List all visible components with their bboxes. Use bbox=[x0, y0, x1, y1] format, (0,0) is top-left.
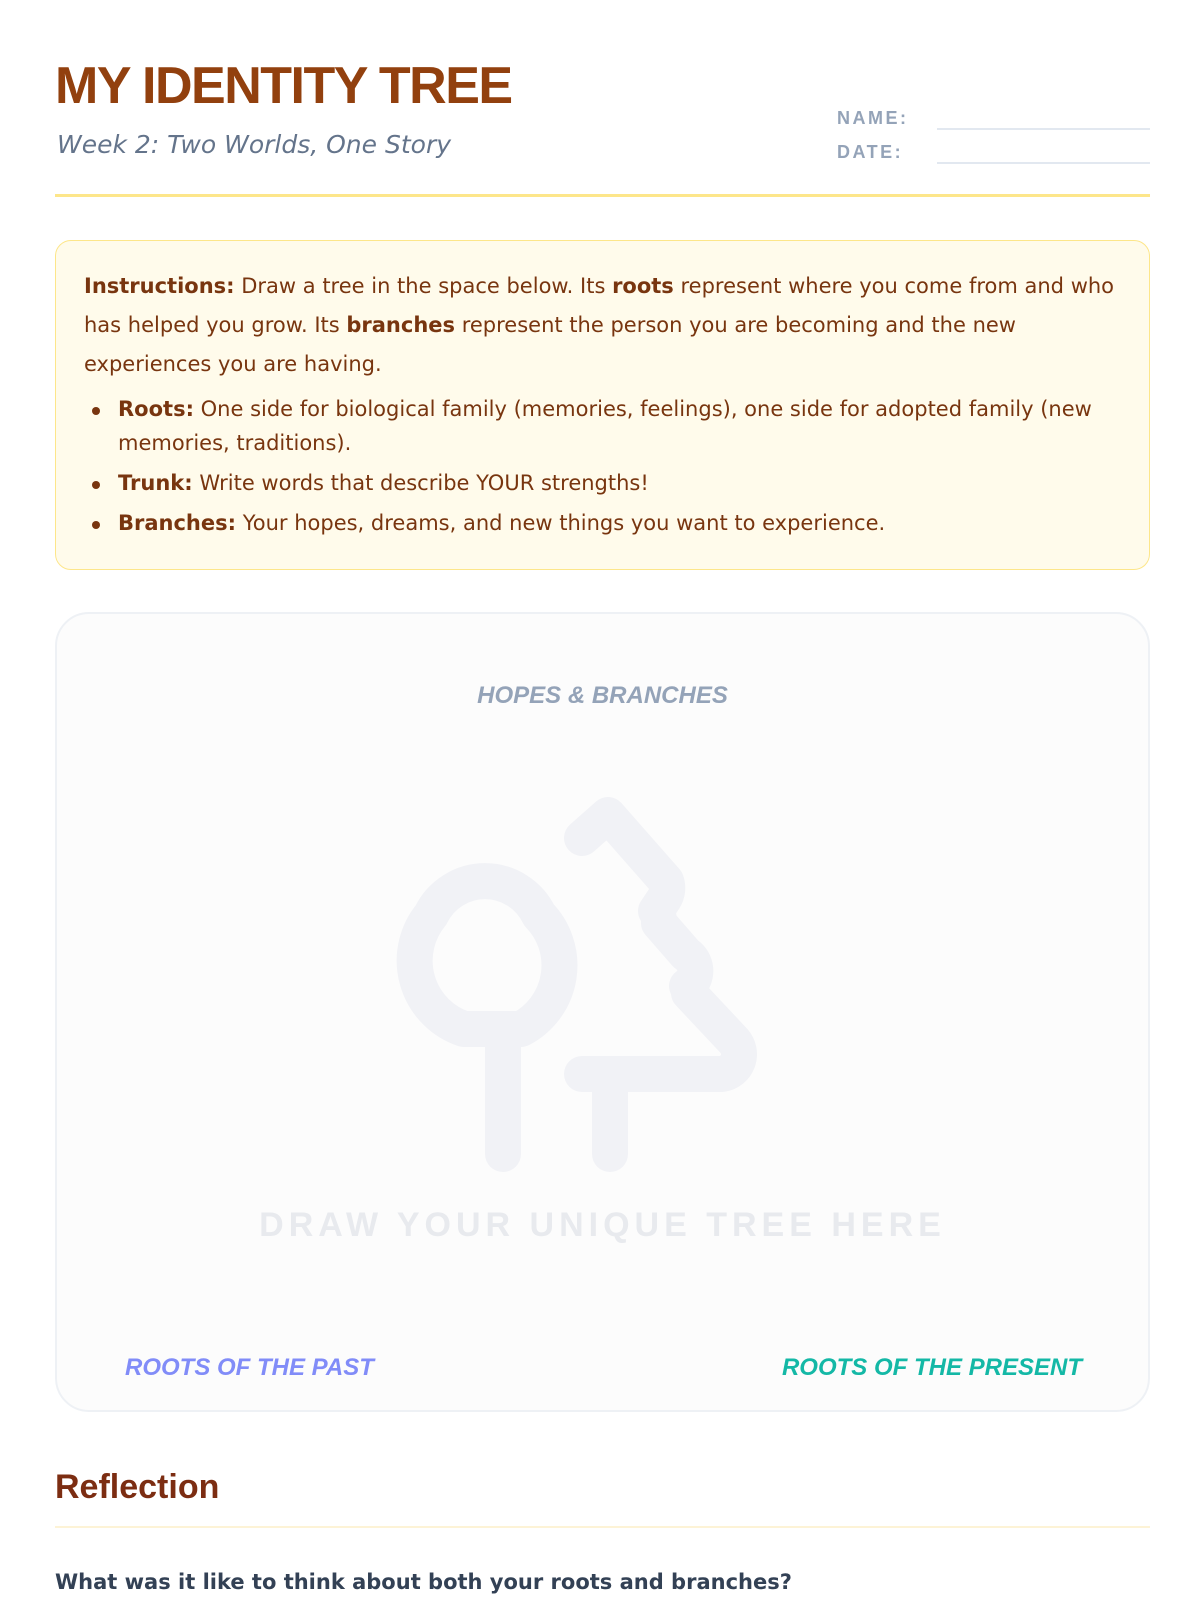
date-line[interactable] bbox=[937, 162, 1150, 164]
instructions-text-1: Draw a tree in the space below. Its bbox=[234, 274, 613, 298]
worksheet-header bbox=[55, 52, 1150, 197]
list-item-label: Roots: bbox=[118, 397, 194, 421]
instructions-branches-word: branches bbox=[346, 313, 456, 337]
name-line[interactable] bbox=[937, 128, 1150, 130]
instructions-lead: Instructions: bbox=[84, 274, 235, 298]
header-divider bbox=[55, 194, 1150, 197]
draw-placeholder: DRAW YOUR UNIQUE TREE HERE bbox=[259, 1206, 946, 1244]
instructions-roots-word: roots bbox=[612, 274, 674, 298]
list-item-text: Write words that describe YOUR strengths! bbox=[192, 471, 649, 495]
list-item-text: Your hopes, dreams, and new things you want to experience. bbox=[236, 511, 886, 535]
roots-present-label: ROOTS OF THE PRESENT bbox=[781, 1354, 1082, 1381]
date-field[interactable] bbox=[837, 138, 1150, 168]
hopes-branches-label: HOPES & BRANCHES bbox=[477, 682, 728, 709]
instructions-text-3: represent the person you are becoming and the new experiences you are having. bbox=[84, 313, 1016, 376]
reflection-heading: Reflection bbox=[55, 1468, 220, 1506]
list-item-label: Branches: bbox=[118, 511, 237, 535]
page-title: MY IDENTITY TREE bbox=[55, 57, 512, 115]
instructions-text-2: represent where you come from and who has helped you grow. Its bbox=[84, 274, 1115, 337]
list-item bbox=[84, 392, 1121, 460]
date-label: DATE: bbox=[837, 142, 904, 162]
instructions-box bbox=[55, 240, 1150, 570]
name-field[interactable] bbox=[837, 104, 1150, 134]
list-item-text: One side for biological family (memories, feelings), one side for adopted family (new memories, traditions). bbox=[118, 397, 1092, 455]
reflection-question: What was it like to think about both your roots and branches? bbox=[55, 1570, 792, 1594]
bullet-icon bbox=[92, 407, 100, 415]
trees-icon bbox=[396, 779, 796, 1179]
list-item-label: Trunk: bbox=[118, 471, 193, 495]
list-item bbox=[84, 506, 1121, 540]
bullet-icon bbox=[92, 521, 100, 529]
instructions-list bbox=[84, 392, 1121, 540]
name-label: NAME: bbox=[837, 108, 909, 128]
instructions-paragraph bbox=[84, 267, 1121, 384]
list-item bbox=[84, 466, 1121, 500]
reflection-divider bbox=[55, 1526, 1150, 1528]
bullet-icon bbox=[92, 481, 100, 489]
page-subtitle: Week 2: Two Worlds, One Story bbox=[57, 130, 452, 159]
drawing-area[interactable] bbox=[55, 612, 1150, 1412]
roots-past-label: ROOTS OF THE PAST bbox=[125, 1354, 374, 1381]
